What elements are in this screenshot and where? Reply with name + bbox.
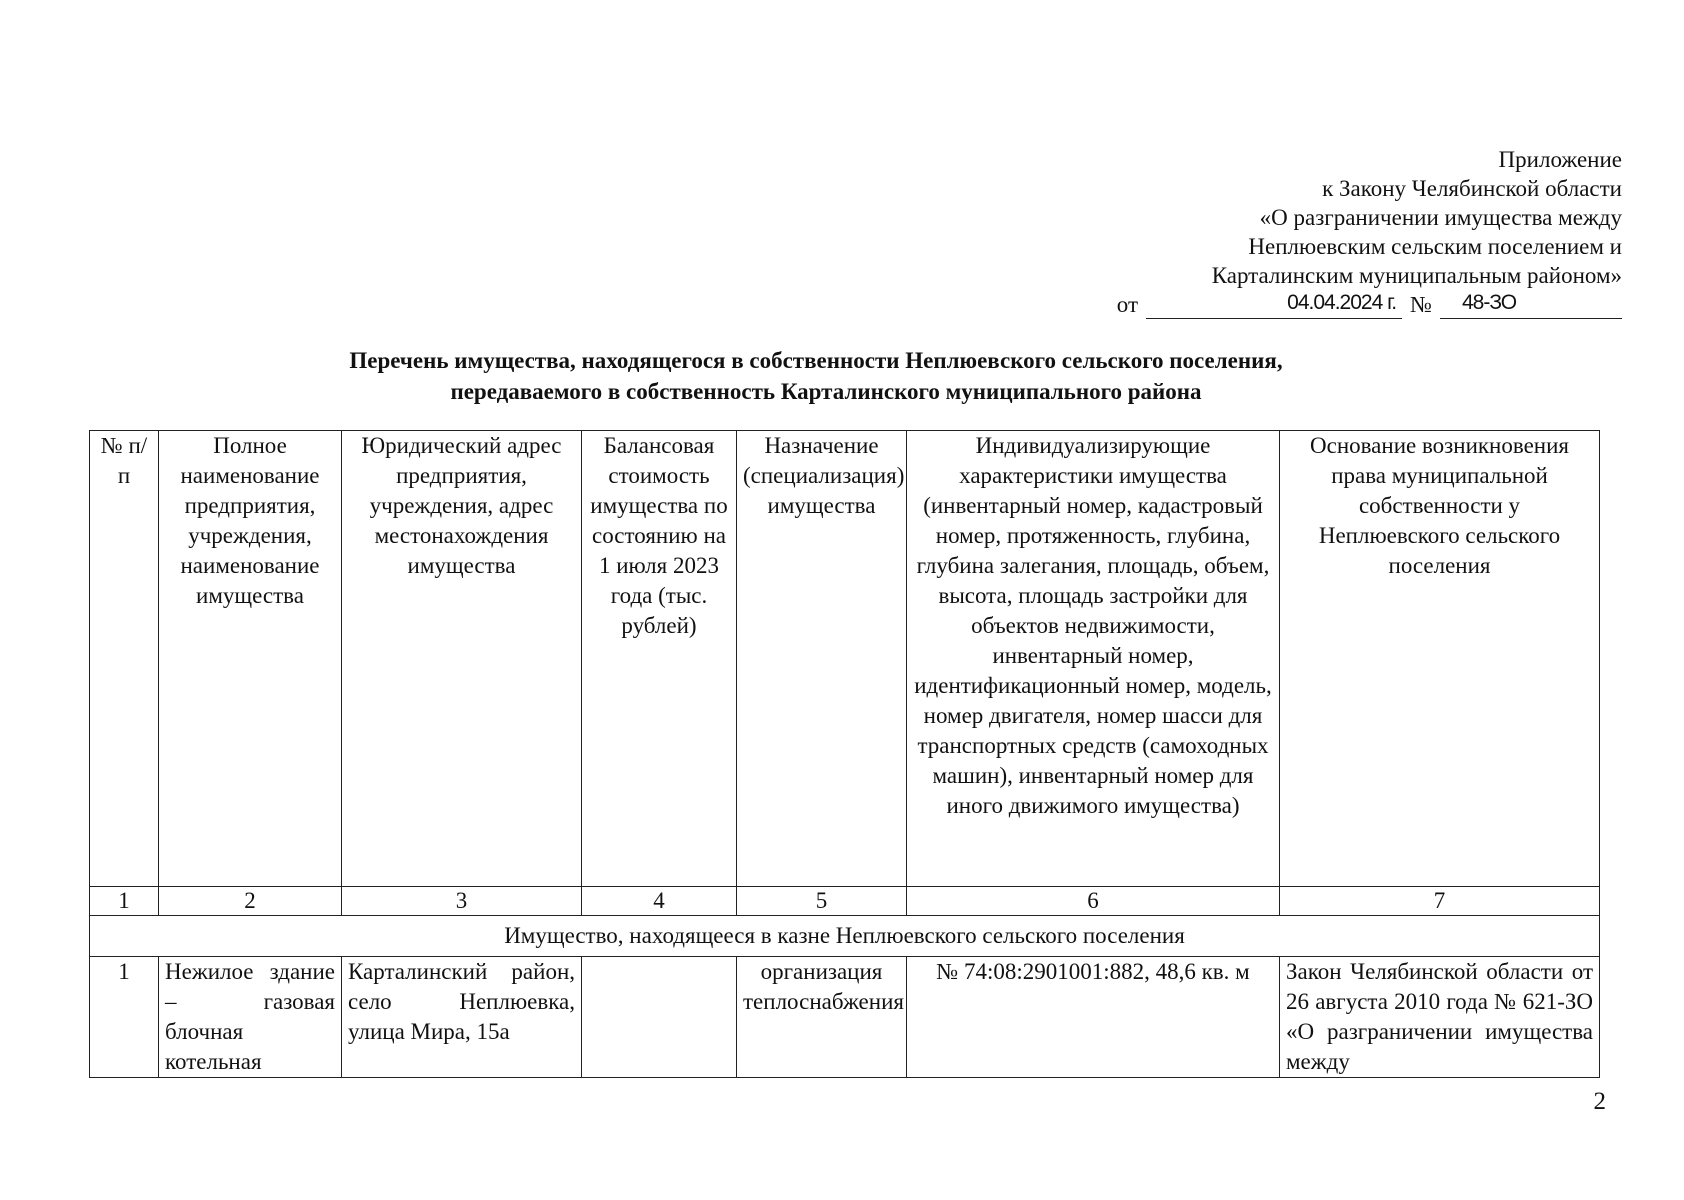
document-title [0,345,1684,407]
property-name: Нежилое здание – газовая блочная котельная [159,957,342,1078]
property-purpose: организация теплоснабжения [737,957,907,1078]
header-cell: № п/п [90,431,159,887]
row-number: 1 [90,957,159,1078]
column-number: 4 [582,887,737,916]
page-number: 2 [1593,1088,1606,1115]
appendix-date-row [1062,290,1622,319]
table-row [90,957,1600,1078]
header-cell: Балансовая стоимость имущества по состоянию на 1 июля 2023 года (тыс. рублей) [582,431,737,887]
header-cell: Юридический адрес предприятия, учреждения, адрес местонахождения имущества [342,431,582,887]
header-cell: Полное наименование предприятия, учреждения, наименование имущества [159,431,342,887]
appendix-line: Неплюевским сельским поселением и [1248,234,1622,259]
property-table [89,430,1600,1078]
column-number: 7 [1280,887,1600,916]
property-characteristics: № 74:08:2901001:882, 48,6 кв. м [907,957,1280,1078]
appendix-line: «О разграничении имущества между [1259,205,1622,230]
column-number: 6 [907,887,1280,916]
appendix-line: Приложение [1498,147,1622,172]
column-number: 5 [737,887,907,916]
table-header-row [90,431,1600,887]
title-line-2: передаваемого в собственность Карталинского муниципального района [450,379,1202,404]
appendix-block [1062,145,1622,319]
section-title: Имущество, находящееся в казне Неплюевского сельского поселения [90,916,1600,957]
header-cell: Индивидуализирующие характеристики имущества (инвентарный номер, кадастровый номер, протяженность, глубина, глубина залегания, площадь, объем, высота, площадь застройки для объектов недвижимости, инвентарный номер, идентификационный номер, модель, номер двигателя, номер шасси для транспортных средств (самоходных машин), инвентарный номер для иного движимого имущества) [907,431,1280,887]
balance-value [582,957,737,1078]
column-number-row [90,887,1600,916]
header-cell: Назначение (специализация) имущества [737,431,907,887]
ownership-basis: Закон Челябинской области от 26 августа 2010 года № 621-ЗО «О разграничении имущества между [1280,957,1600,1078]
appendix-line: к Закону Челябинской области [1322,176,1622,201]
number-label: № [1410,292,1432,317]
law-date: 04.04.2024 г. [1146,290,1402,319]
header-cell: Основание возникновения права муниципальной собственности у Неплюевского сельского поселения [1280,431,1600,887]
column-number: 1 [90,887,159,916]
appendix-line: Карталинским муниципальным районом» [1211,263,1622,288]
column-number: 2 [159,887,342,916]
from-label: от [1116,292,1139,317]
title-line-1: Перечень имущества, находящегося в собственности Неплюевского сельского поселения, [349,348,1283,373]
property-address: Карталинский район, село Неплюевка, улица Мира, 15а [342,957,582,1078]
column-number: 3 [342,887,582,916]
section-row [90,916,1600,957]
law-number: 48-ЗО [1440,290,1622,319]
